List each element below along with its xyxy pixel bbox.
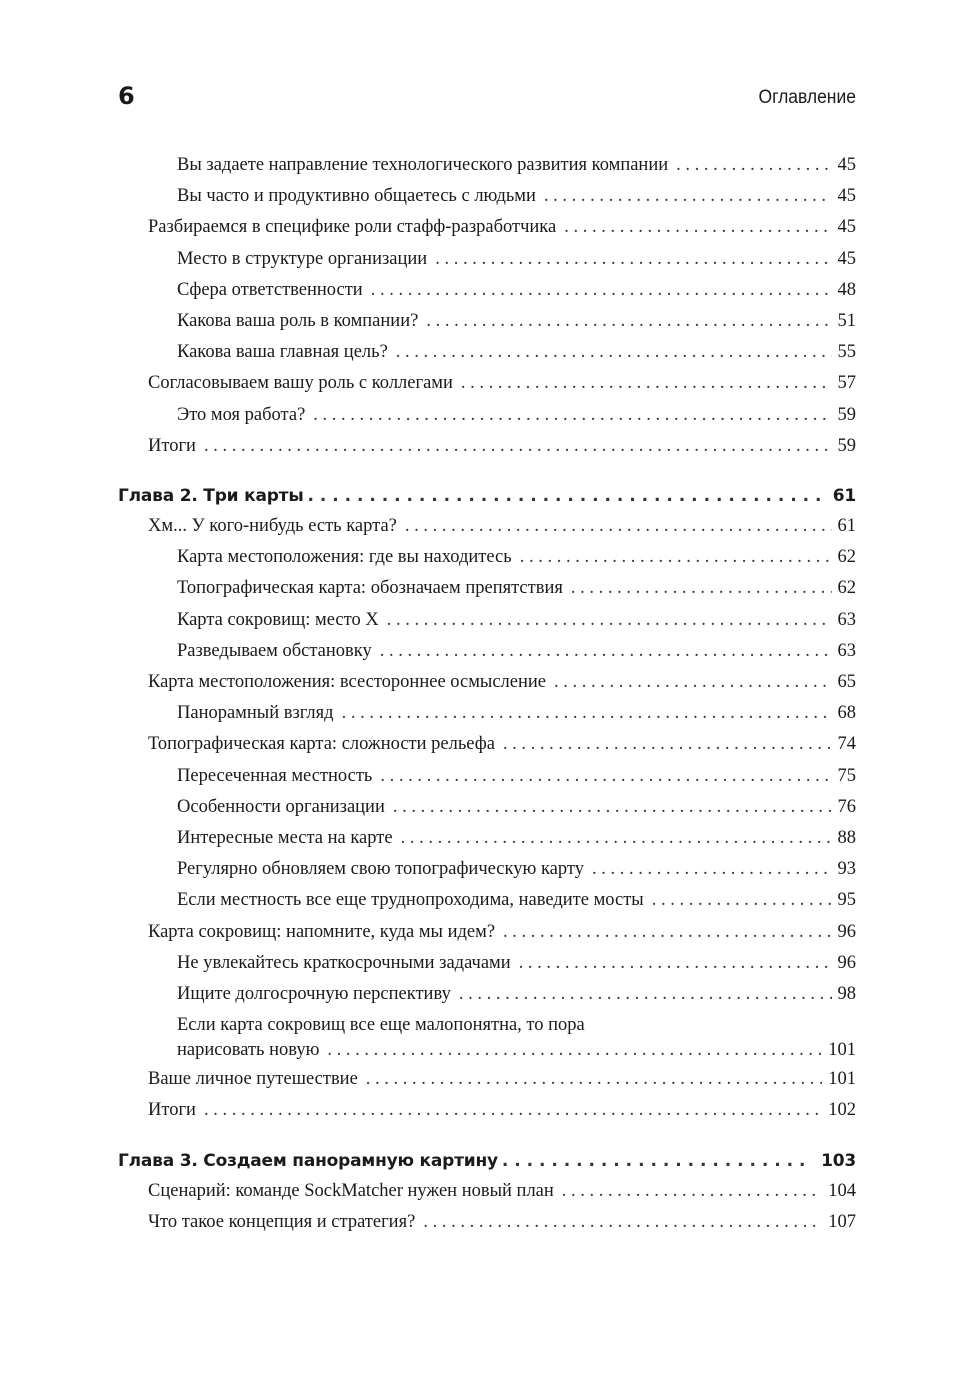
toc-entry-page: 59 [837,404,856,425]
toc-entry [118,368,856,399]
toc-entry-title-line-two: нарисовать новую [177,1040,320,1061]
toc-entry-title: Карта местоположения: всестороннее осмысление [148,672,547,693]
toc-entry [118,542,856,573]
toc-entry-page: 76 [837,796,856,817]
toc-entry-title: Топографическая карта: сложности рельефа [148,734,495,755]
toc-entry-page: 96 [837,952,856,973]
toc-entry-title: Ваше личное путешествие [148,1069,358,1090]
dot-leader [503,917,831,948]
dot-leader [503,729,832,760]
toc-entry [118,792,856,823]
toc-entry-title: Карта сокровищ: напомните, куда мы идем? [148,921,496,942]
toc-entry-title: Панорамный взгляд [177,703,334,724]
dot-leader [380,761,831,792]
toc-entry [118,979,856,1010]
toc-entry [118,1176,856,1207]
dot-leader [405,511,832,542]
toc-entry-title: Ищите долгосрочную перспективу [177,984,451,1005]
table-of-contents [118,150,856,1238]
toc-entry-title: Это моя работа? [177,404,306,425]
toc-entry [118,275,856,306]
toc-entry-title: Если местность все еще труднопроходима, наведите мосты [177,890,644,911]
page-number: 6 [118,82,135,110]
dot-leader [652,885,832,916]
dot-leader [313,400,831,431]
toc-entry [118,1064,856,1095]
dot-leader [204,1095,822,1126]
dot-leader [592,854,832,885]
toc-group [118,1176,856,1238]
toc-entry-page: 95 [837,890,856,911]
toc-entry-title: Интересные места на карте [177,828,393,849]
toc-entry [118,1207,856,1238]
dot-leader [401,823,832,854]
toc-entry-page: 102 [828,1100,856,1121]
toc-entry-title: Карта местоположения: где вы находитесь [177,547,512,568]
chapter-title: Глава 2. Три карты [118,486,304,507]
toc-group [118,1064,856,1126]
dot-leader [562,1176,822,1207]
toc-entry-page: 51 [837,311,856,332]
dot-leader [502,1146,811,1176]
toc-entry [118,636,856,667]
toc-entry-page: 62 [837,578,856,599]
toc-entry-title: Разведываем обстановку [177,640,372,661]
toc-entry-page: 65 [837,672,856,693]
toc-entry-title: Согласовываем вашу роль с коллегами [148,373,453,394]
toc-entry-title: Разбираемся в специфике роли стафф-разработчика [148,217,557,238]
toc-entry-title-line-one: Если карта сокровищ все еще малопонятна, то пора [177,1015,585,1036]
toc-entry-page: 45 [837,217,856,238]
toc-entry-page: 63 [837,609,856,630]
dot-leader [520,542,832,573]
toc-entry-title: Что такое концепция и стратегия? [148,1211,416,1232]
toc-entry [118,511,856,542]
toc-entry-title: Хм... У кого-нибудь есть карта? [148,516,397,537]
dot-leader [544,181,832,212]
toc-entry-multiline [118,1010,856,1064]
toc-entry-title: Не увлекайтесь краткосрочными задачами [177,952,511,973]
toc-entry-page: 93 [837,859,856,880]
toc-entry-page: 101 [828,1069,856,1090]
dot-leader [459,979,832,1010]
toc-entry [118,244,856,275]
toc-entry [118,667,856,698]
running-header: Оглавление [758,87,856,108]
toc-group [118,511,856,1010]
dot-leader [387,605,832,636]
section-spacer [118,462,856,481]
toc-entry-page: 45 [837,186,856,207]
section-spacer [118,1127,856,1146]
dot-leader [435,244,831,275]
dot-leader [564,212,831,243]
toc-entry-page: 59 [837,435,856,456]
toc-entry [118,885,856,916]
toc-entry-title: Вы часто и продуктивно общаетесь с людьми [177,186,536,207]
toc-entry-page: 88 [837,828,856,849]
dot-leader [393,792,832,823]
toc-entry [118,181,856,212]
chapter-heading [118,481,856,511]
dot-leader [554,667,831,698]
toc-entry-title: Место в структуре организации [177,248,428,269]
dot-leader [371,275,832,306]
toc-entry [118,948,856,979]
dot-leader [519,948,832,979]
toc-entry [118,337,856,368]
toc-entry-page: 68 [837,703,856,724]
chapter-page-number: 103 [821,1150,856,1171]
toc-entry [118,306,856,337]
toc-entry-title: Какова ваша главная цель? [177,342,388,363]
toc-entry [118,605,856,636]
toc-entry-page: 107 [828,1211,856,1232]
dot-leader [676,150,831,181]
toc-entry-page: 45 [837,248,856,269]
dot-leader [396,337,832,368]
toc-entry-page: 45 [837,155,856,175]
toc-entry-page: 74 [837,734,856,755]
toc-entry-page: 48 [837,279,856,300]
toc-entry [118,431,856,462]
toc-entry [118,729,856,760]
chapter-heading [118,1146,856,1176]
toc-entry [118,823,856,854]
toc-entry [118,212,856,243]
dot-leader [423,1207,822,1238]
dot-leader [308,481,823,511]
toc-entry-page: 61 [837,516,856,537]
toc-entry-title: Пересеченная местность [177,765,373,786]
dot-leader [571,573,832,604]
dot-leader [426,306,831,337]
toc-entry-title: Регулярно обновляем свою топографическую карту [177,859,584,880]
toc-entry-page: 63 [837,640,856,661]
toc-entry-page: 75 [837,765,856,786]
chapter-page-number: 61 [832,486,856,507]
toc-entry [118,573,856,604]
toc-entry-page: 57 [837,373,856,394]
dot-leader [366,1064,822,1095]
toc-entry [118,917,856,948]
toc-entry [118,761,856,792]
toc-entry-line-two [177,1037,856,1064]
toc-entry [118,698,856,729]
toc-entry-title: Особенности организации [177,796,385,817]
dot-leader [204,431,832,462]
toc-entry [118,1095,856,1126]
dot-leader [342,698,832,729]
toc-entry-title: Топографическая карта: обозначаем препятствия [177,578,563,599]
toc-entry-title: Сценарий: команде SockMatcher нужен новый план [148,1180,554,1201]
toc-entry-title: Сфера ответственности [177,279,363,300]
toc-entry-page: 62 [837,547,856,568]
toc-entry-page: 104 [828,1180,856,1201]
toc-entry-page: 101 [828,1040,856,1061]
toc-group [118,150,856,462]
toc-entry-title: Какова ваша роль в компании? [177,311,419,332]
toc-entry [118,150,856,181]
toc-entry-title: Итоги [148,435,196,456]
toc-entry [118,400,856,431]
toc-entry-page: 96 [837,921,856,942]
dot-leader [380,636,832,667]
dot-leader [327,1037,822,1064]
toc-entry [118,854,856,885]
toc-entry-title: Вы задаете направление технологического развития компании [177,155,669,175]
toc-entry-title: Карта сокровищ: место X [177,609,379,630]
chapter-title: Глава 3. Создаем панорамную картину [118,1150,498,1171]
toc-entry-title: Итоги [148,1100,196,1121]
toc-entry-page: 98 [837,984,856,1005]
toc-entry-page: 55 [837,342,856,363]
dot-leader [461,368,832,399]
